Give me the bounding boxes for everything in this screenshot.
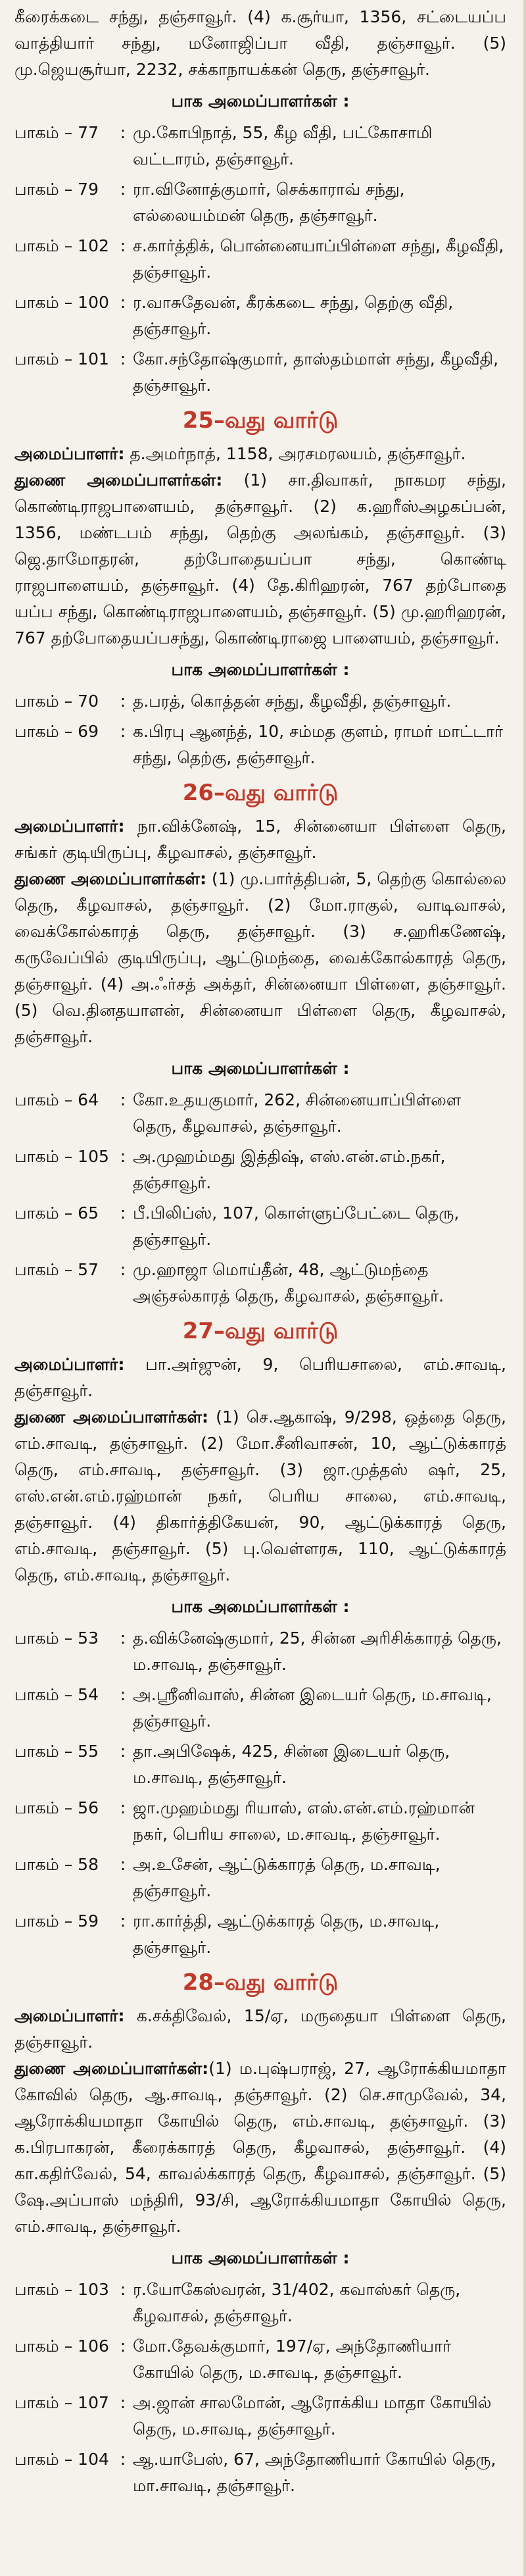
part-label: பாகம் – 107: [14, 2393, 109, 2412]
part-separator: :: [120, 722, 126, 741]
part-row: [14, 2277, 506, 2329]
part-text: ர.வாசுதேவன், கீரக்கடை சந்து, தெற்கு வீதி, தஞ்சாவூர்.: [133, 293, 454, 338]
part-text: த.விக்னேஷ்குமார், 25, சின்ன அரிசிக்காரத் தெரு, ம.சாவடி, தஞ்சாவூர்.: [133, 1629, 502, 1674]
part-separator: :: [120, 236, 126, 255]
part-separator: :: [120, 1911, 126, 1931]
part-label: பாகம் – 58: [14, 1855, 99, 1874]
deputy-label: துணை அமைப்பாளர்கள்:: [14, 1407, 209, 1427]
deputy-text: (1) ம.புஷ்பராஜ், 27, ஆரோக்கியமாதா கோவில் தெரு, ஆ.சாவடி, தஞ்சாவூர். (2) செ.சாமுவேல், 34, ஆரோக்கியமாதா கோயில் தெரு, எம்.சாவடி, தஞ்சாவூர். (3) க.பிரபாகரன், கீரைக்காரத் தெரு, கீழவாசல், தஞ்சாவூர். (4) கா.கதிர்வேல், 54, காவல்க்காரத் தெரு, கீழவாசல், தஞ்சாவூர். (5) ஷே.அப்பாஸ் மந்திரி, 93/சி, ஆரோக்கியமாதா கோயில் தெரு, எம்.சாவடி, தஞ்சாவூர்.: [14, 2059, 506, 2236]
part-text: ர.யோகேஸ்வரன், 31/402, கவாஸ்கர் தெரு, கீழவாசல், தஞ்சாவூர்.: [133, 2280, 461, 2325]
organizer-paragraph: [14, 2003, 506, 2056]
ward-heading: 28–வது வார்டு: [182, 1969, 339, 1996]
part-text: மோ.தேவக்குமார், 197/ஏ, அந்தோணியார் கோயில் தெரு, ம.சாவடி, தஞ்சாவூர்.: [133, 2336, 452, 2382]
ward-25-section: [14, 403, 506, 771]
part-separator: :: [120, 1203, 126, 1223]
part-label: பாகம் – 59: [14, 1911, 99, 1931]
part-row: [14, 1738, 506, 1791]
organizer-paragraph: [14, 441, 506, 467]
part-separator: :: [120, 180, 126, 199]
ward-26-section: [14, 775, 506, 1309]
part-text: ஆ.யாபேஸ், 67, அந்தோணியார் கோயில் தெரு, மா.சாவடி, தஞ்சாவூர்.: [133, 2450, 496, 2495]
part-label: பாகம் – 64: [14, 1090, 99, 1109]
part-separator: :: [120, 2336, 126, 2356]
part-row: [14, 1200, 506, 1253]
part-row: [14, 1257, 506, 1309]
part-row: [14, 2390, 506, 2442]
part-row: [14, 120, 506, 172]
part-text: கோ.உதயகுமார், 262, சின்னையாப்பிள்ளை தெரு, கீழவாசல், தஞ்சாவூர்.: [133, 1090, 462, 1136]
part-row: [14, 1087, 506, 1140]
part-row: [14, 688, 506, 715]
part-label: பாகம் – 101: [14, 349, 109, 368]
part-separator: :: [120, 2393, 126, 2412]
part-text: ச.கார்த்திக், பொன்னையாப்பிள்ளை சந்து, கீழவீதி, தஞ்சாவூர்.: [133, 236, 504, 282]
organizer-label: அமைப்பாளர்:: [14, 1355, 125, 1374]
part-text: ரா.வினோத்குமார், செக்காராவ் சந்து, எல்லையம்மன் தெரு, தஞ்சாவூர்.: [133, 180, 405, 225]
part-row: [14, 1625, 506, 1678]
part-label: பாகம் – 55: [14, 1742, 99, 1761]
column-divider: [523, 0, 526, 2576]
part-label: பாகம் – 79: [14, 180, 99, 199]
part-row: [14, 176, 506, 229]
part-text: மு.கோபிநாத், 55, கீழ வீதி, பட்கோசாமி வட்டாரம், தஞ்சாவூர்.: [133, 123, 433, 168]
part-separator: :: [120, 2450, 126, 2469]
deputy-label: துணை அமைப்பாளர்கள்:: [14, 869, 206, 888]
part-separator: :: [120, 349, 126, 368]
part-label: பாகம் – 105: [14, 1147, 109, 1166]
deputy-paragraph: [14, 1404, 506, 1588]
part-row: [14, 1682, 506, 1734]
part-label: பாகம் – 103: [14, 2280, 109, 2299]
part-label: பாகம் – 65: [14, 1203, 99, 1223]
organizer-text: நா.விக்னேஷ், 15, சின்னையா பிள்ளை தெரு, சங்கர் குடியிருப்பு, கீழவாசல், தஞ்சாவூர்.: [14, 817, 506, 862]
part-label: பாகம் – 77: [14, 123, 99, 142]
part-separator: :: [120, 1260, 126, 1279]
ward-heading: 27–வது வார்டு: [182, 1318, 339, 1344]
part-label: பாகம் – 56: [14, 1798, 99, 1817]
part-row: [14, 2446, 506, 2499]
part-label: பாகம் – 57: [14, 1260, 99, 1279]
part-label: பாகம் – 104: [14, 2450, 109, 2469]
intro-paragraph: கீரைக்கடை சந்து, தஞ்சாவூர். (4) க.சூர்யா, 1356, சட்டையப்ப வாத்தியார் சந்து, மனோஜிப்பா வீதி, தஞ்சாவூர். (5) மு.ஜெயசூர்யா, 2232, சக்காநாயக்கன் தெரு, தஞ்சாவூர்.: [14, 7, 506, 79]
part-text: அ.முஹம்மது இத்திஷ், எஸ்.என்.எம்.நகர், தஞ்சாவூர்.: [133, 1147, 446, 1192]
part-text: தா.அபிஷேக், 425, சின்ன இடையர் தெரு, ம.சாவடி, தஞ்சாவூர்.: [133, 1742, 450, 1787]
organizer-label: அமைப்பாளர்:: [14, 2006, 125, 2025]
organizer-text: பா.அர்ஜுன், 9, பெரியசாலை, எம்.சாவடி, தஞ்சாவூர்.: [14, 1355, 506, 1400]
part-organizers-heading: பாக அமைப்பாளர்கள் :: [171, 1597, 350, 1616]
part-separator: :: [120, 1855, 126, 1874]
part-text: ரா.கார்த்தி, ஆட்டுக்காரத் தெரு, ம.சாவடி, தஞ்சாவூர்.: [133, 1911, 440, 1957]
part-text: அ.ஜான் சாலமோன், ஆரோக்கிய மாதா கோயில் தெரு, ம.சாவடி, தஞ்சாவூர்.: [133, 2393, 492, 2438]
part-text: கோ.சந்தோஷ்குமார், தாஸ்தம்மாள் சந்து, கீழவீதி, தஞ்சாவூர்.: [133, 349, 499, 395]
deputy-paragraph: [14, 2056, 506, 2240]
part-text: ஜா.முஹம்மது ரியாஸ், எஸ்.என்.எம்.ரஹ்மான் நகர், பெரிய சாலை, ம.சாவடி, தஞ்சாவூர்.: [133, 1798, 475, 1844]
organizer-paragraph: [14, 813, 506, 866]
ward-27-section: [14, 1313, 506, 1961]
part-row: [14, 1795, 506, 1848]
part-separator: :: [120, 1798, 126, 1817]
part-text: அ.ஸ்ரீனிவாஸ், சின்ன இடையர் தெரு, ம.சாவடி, தஞ்சாவூர்.: [133, 1685, 492, 1730]
part-separator: :: [120, 2280, 126, 2299]
organizer-label: அமைப்பாளர்:: [14, 817, 125, 836]
organizer-label: அமைப்பாளர்:: [14, 444, 125, 463]
part-row: [14, 233, 506, 286]
part-row: [14, 290, 506, 342]
part-separator: :: [120, 1629, 126, 1648]
part-label: பாகம் – 106: [14, 2336, 109, 2356]
part-label: பாகம் – 100: [14, 293, 109, 312]
deputy-text: (1) சா.திவாகர், நாகமர சந்து, கொண்டிராஜபாளையம், தஞ்சாவூர். (2) க.ஹரீஸ்அழகப்பன், 1356, மண்டபம் சந்து, தெற்கு அலங்கம், தஞ்சாவூர். (3) ஜெ.தாமோதரன், தற்போதையப்பா சந்து, கொண்டி ராஜபாளையம், தஞ்சாவூர். (4) தே.கிரிஹரன், 767 தற்போதை யப்ப சந்து, கொண்டிராஜபாளையம், தஞ்சாவூர். (5) மு.ஹரிஹரன், 767 தற்போதையப்பசந்து, கொண்டிராஜை பாளையம், தஞ்சாவூர்.: [14, 470, 506, 647]
ward-heading: 26–வது வார்டு: [182, 780, 339, 806]
ward-heading: 25–வது வார்டு: [182, 407, 339, 434]
part-organizers-heading: பாக அமைப்பாளர்கள் :: [171, 91, 350, 111]
organizer-text: த.அமர்நாத், 1158, அரசமரலயம், தஞ்சாவூர்.: [124, 444, 466, 463]
part-text: த.பரத், கொத்தன் சந்து, கீழவீதி, தஞ்சாவூர்.: [133, 692, 452, 711]
deputy-label: துணை அமைப்பாளர்கள்:: [14, 2059, 209, 2078]
deputy-label: துணை அமைப்பாளர்கள்:: [14, 470, 223, 490]
part-separator: :: [120, 1742, 126, 1761]
part-row: [14, 719, 506, 771]
part-organizers-heading: பாக அமைப்பாளர்கள் :: [171, 1059, 350, 1078]
deputy-paragraph: [14, 866, 506, 1050]
part-organizers-heading: பாக அமைப்பாளர்கள் :: [171, 2248, 350, 2267]
deputy-paragraph: [14, 467, 506, 651]
section-pre-ward: [14, 87, 506, 399]
ward-28-section: [14, 1965, 506, 2499]
part-organizers-heading: பாக அமைப்பாளர்கள் :: [171, 660, 350, 679]
part-label: பாகம் – 70: [14, 692, 99, 711]
part-separator: :: [120, 692, 126, 711]
part-text: பீ.பிலிப்ஸ், 107, கொள்ளுப்பேட்டை தெரு, தஞ்சாவூர்.: [133, 1203, 460, 1249]
part-separator: :: [120, 293, 126, 312]
part-row: [14, 2333, 506, 2386]
part-separator: :: [120, 1090, 126, 1109]
part-text: க.பிரபு ஆனந்த், 10, சம்மத குளம், ராமர் மாட்டார் சந்து, தெற்கு, தஞ்சாவூர்.: [133, 722, 504, 767]
organizer-text: க.சக்திவேல், 15/ஏ, மருதையா பிள்ளை தெரு, தஞ்சாவூர்.: [14, 2006, 506, 2052]
part-label: பாகம் – 54: [14, 1685, 99, 1704]
part-text: அ.உசேன், ஆட்டுக்காரத் தெரு, ம.சாவடி, தஞ்சாவூர்.: [133, 1855, 441, 1900]
part-label: பாகம் – 53: [14, 1629, 99, 1648]
part-label: பாகம் – 69: [14, 722, 99, 741]
part-label: பாகம் – 102: [14, 236, 109, 255]
deputy-text: (1) செ.ஆகாஷ், 9/298, ஒத்தை தெரு, எம்.சாவடி, தஞ்சாவூர். (2) மோ.சீனிவாசன், 10, ஆட்டுக்காரத் தெரு, எம்.சாவடி, தஞ்சாவூர். (3) ஜா.முத்தஸ் ஷர், 25, எஸ்.என்.எம்.ரஹ்மான் நகர், பெரிய சாலை, எம்.சாவடி, தஞ்சாவூர். (4) திகார்த்திகேயன், 90, ஆட்டுக்காரத் தெரு, எம்.சாவடி, தஞ்சாவூர். (5) பு.வெள்ளரசு, 110, ஆட்டுக்காரத் தெரு, எம்.சாவடி, தஞ்சாவூர்.: [14, 1407, 506, 1584]
part-separator: :: [120, 1685, 126, 1704]
organizer-paragraph: [14, 1351, 506, 1404]
deputy-text: (1) மு.பார்த்திபன், 5, தெற்கு கொல்லை தெரு, கீழவாசல், தஞ்சாவூர். (2) மோ.ராகுல், வாடிவாசல், வைக்கோல்காரத் தெரு, தஞ்சாவூர். (3) ச.ஹரிகணேஷ், கருவேப்பில் குடியிருப்பு, ஆட்டுமந்தை, வைக்கோல்காரத் தெரு, தஞ்சாவூர். (4) அ.ஃர்சத் அக்தர், சின்னையா பிள்ளை, தஞ்சாவூர். (5) வெ.தினதயாளன், சின்னையா பிள்ளை தெரு, கீழவாசல், தஞ்சாவூர்.: [14, 869, 506, 1046]
part-row: [14, 346, 506, 399]
part-separator: :: [120, 123, 126, 142]
part-separator: :: [120, 1147, 126, 1166]
part-row: [14, 1908, 506, 1961]
part-text: மு.ஹாஜா மொய்தீன், 48, ஆட்டுமந்தை அஞ்சல்காரத் தெரு, கீழவாசல், தஞ்சாவூர்.: [133, 1260, 444, 1305]
part-row: [14, 1852, 506, 1904]
part-row: [14, 1144, 506, 1196]
